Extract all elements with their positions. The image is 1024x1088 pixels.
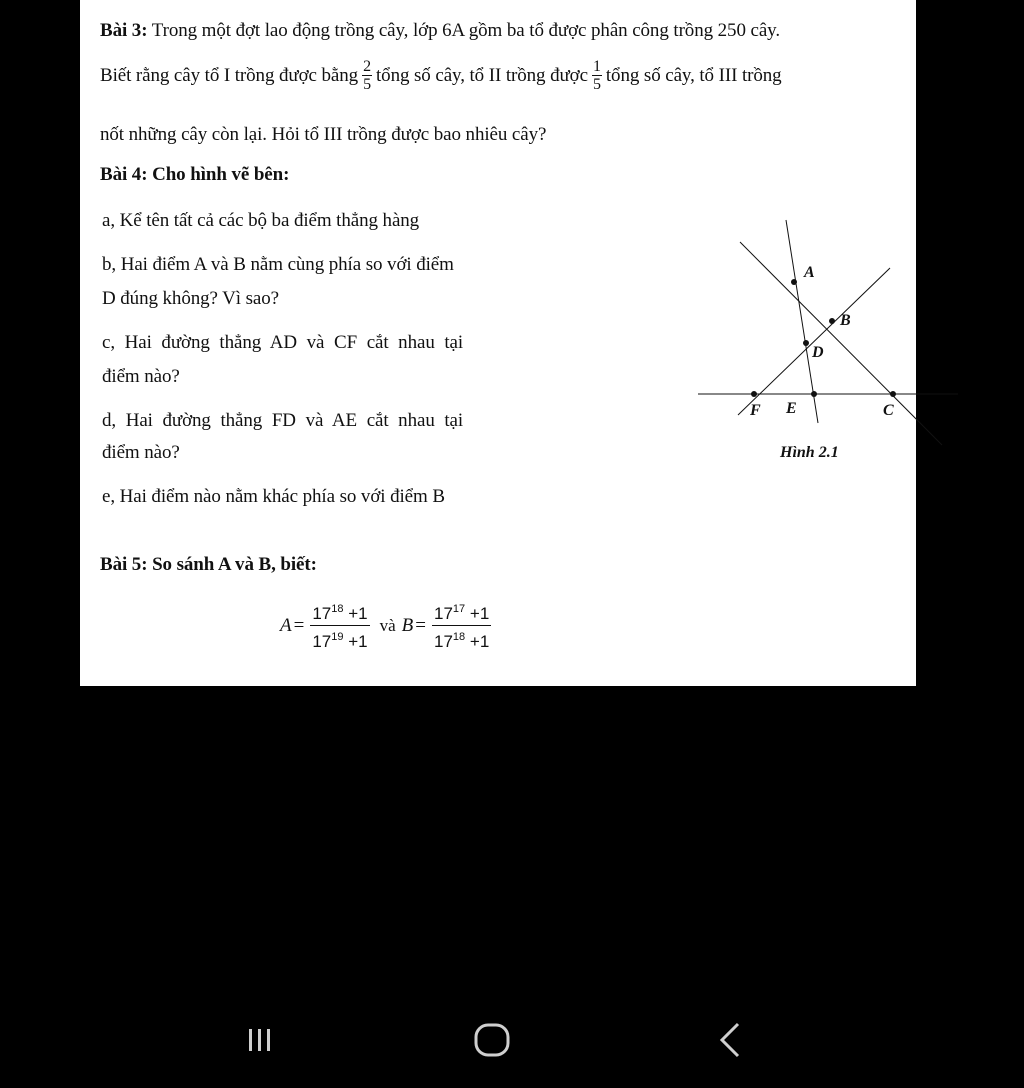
label-e: E xyxy=(786,400,797,417)
bai5-title: Bài 5: So sánh A và B, biết: xyxy=(100,554,317,575)
home-icon[interactable] xyxy=(462,1018,522,1062)
var-b: B xyxy=(401,614,414,636)
fraction-one-fifth: $\frac{1}{5}$ xyxy=(592,58,601,93)
line-ac xyxy=(740,242,942,445)
point-d xyxy=(803,340,809,346)
bai4-item-b-line2: D đúng không? Vì sao? xyxy=(102,288,279,309)
geometry-figure xyxy=(670,210,980,470)
fraction-b: $\frac{17^{17} +1}{17^{18} +1}$ xyxy=(432,598,491,653)
bai3-title: Bài 3: xyxy=(100,20,148,41)
bai4-item-b-line1: b, Hai điểm A và B nằm cùng phía so với điểm xyxy=(102,254,454,275)
bai4-item-e: e, Hai điểm nào nằm khác phía so với điểm B xyxy=(102,486,445,507)
label-b: B xyxy=(840,312,851,329)
bai4-item-c-line2: điểm nào? xyxy=(102,366,180,387)
point-f xyxy=(751,391,757,397)
bai3-line2: Biết rằng cây tổ I trồng được bằng $\frac{2}{5}$ tổng số cây, tổ II trồng được $\frac{1}{5}$ tổng số cây, tổ III trồng xyxy=(100,58,782,93)
recent-apps-icon[interactable] xyxy=(230,1018,290,1062)
bai4-item-a: a, Kể tên tất cả các bộ ba điểm thẳng hàng xyxy=(102,210,420,231)
label-c: C xyxy=(883,402,894,419)
point-e xyxy=(811,391,817,397)
var-a: A xyxy=(280,614,292,636)
bai3-line3: nốt những cây còn lại. Hỏi tổ III trồng được bao nhiêu cây? xyxy=(100,124,547,145)
label-f: F xyxy=(750,402,761,419)
point-c xyxy=(890,391,896,397)
bai5-formula: A = $\frac{17^{18} +1}{17^{19} +1}$ và B = $\frac{17^{17} +1}{17^{18} +1}$ xyxy=(280,598,495,653)
bai3-line1: Bài 3: Trong một đợt lao động trồng cây, lớp 6A gồm ba tổ được phân công trồng 250 cây. xyxy=(100,20,780,41)
bai4-title: Bài 4: Cho hình vẽ bên: xyxy=(100,164,290,185)
label-a: A xyxy=(804,264,815,281)
fraction-a: $\frac{17^{18} +1}{17^{19} +1}$ xyxy=(310,598,369,653)
bai4-item-d-line2: điểm nào? xyxy=(102,442,180,463)
back-icon[interactable] xyxy=(700,1018,760,1062)
label-d: D xyxy=(812,344,824,361)
fraction-two-fifths: $\frac{2}{5}$ xyxy=(363,58,371,93)
bai4-item-c-line1: c, Hai đường thẳng AD và CF cắt nhau tại xyxy=(102,332,464,353)
figure-caption: Hình 2.1 xyxy=(780,444,839,461)
point-a xyxy=(791,279,797,285)
point-b xyxy=(829,318,835,324)
document-page xyxy=(80,0,916,686)
bai4-item-d-line1: d, Hai đường thẳng FD và AE cắt nhau tại xyxy=(102,410,464,431)
connector-va: và xyxy=(379,615,396,635)
navigation-bar xyxy=(0,1000,1024,1088)
